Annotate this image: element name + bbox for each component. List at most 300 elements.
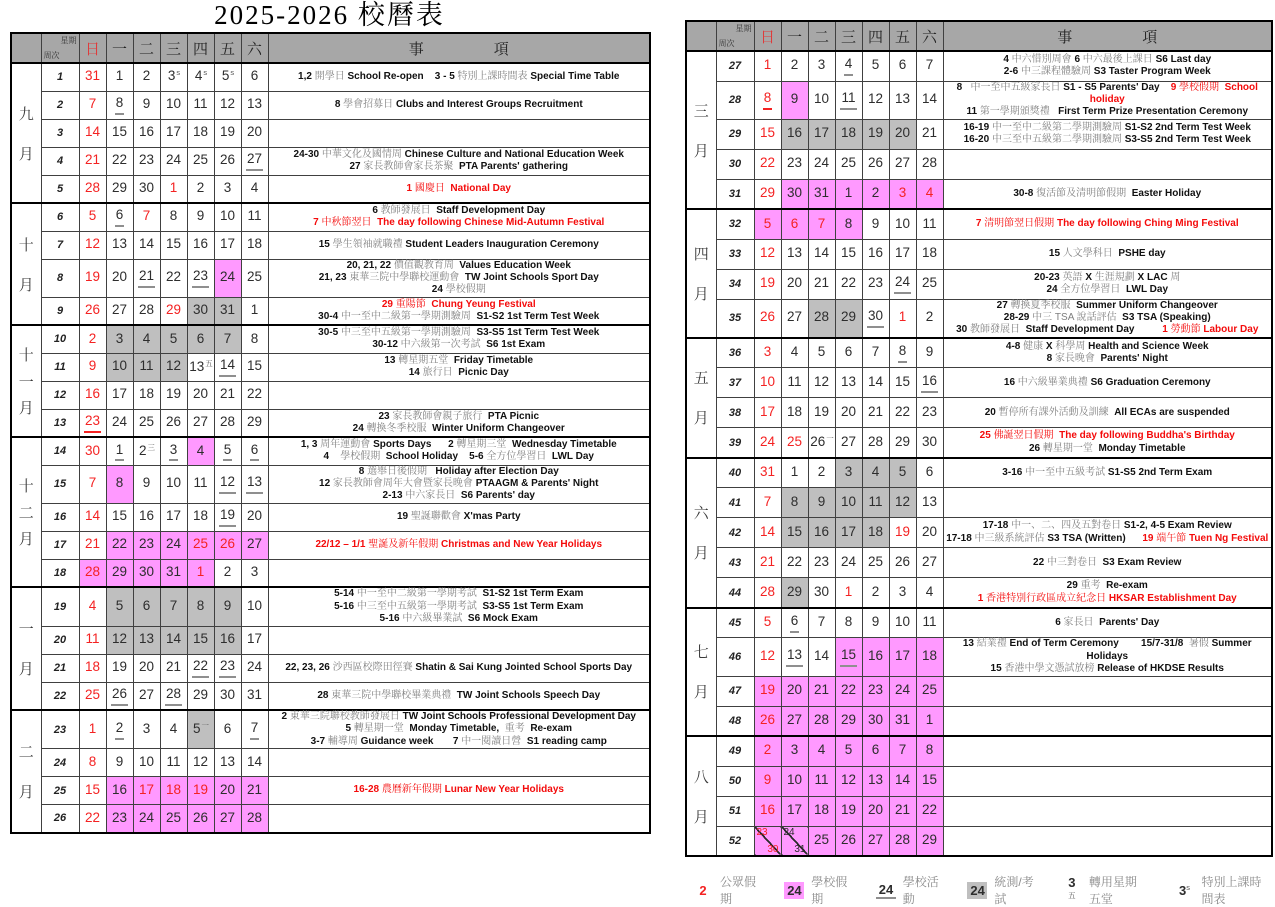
day-cell — [808, 518, 835, 548]
event-text: 8 — [358, 465, 368, 477]
week-number: 3 — [41, 119, 79, 147]
day-number: 7 — [817, 614, 826, 630]
event-line — [269, 690, 650, 702]
day-cell — [133, 777, 160, 805]
day-cell — [133, 381, 160, 409]
week-row — [11, 353, 650, 381]
day-number: 10 — [759, 373, 776, 389]
day-number: 5 — [871, 57, 880, 73]
day-number: 17 — [111, 386, 128, 402]
day-number: 22 — [840, 275, 857, 291]
day-cell — [862, 766, 889, 796]
day-number: 12 — [867, 91, 884, 107]
day-cell — [214, 749, 241, 777]
event-text: 學校假期 — [1179, 81, 1225, 93]
day-cell — [835, 458, 862, 488]
day-cell — [160, 147, 187, 175]
day-number: 19 — [813, 403, 830, 419]
month-label — [686, 338, 716, 458]
day-number: 15 — [246, 358, 263, 374]
day-number: 24 — [111, 414, 128, 429]
day-cell — [106, 203, 133, 231]
event-text: 12 — [319, 478, 333, 490]
day-cell — [214, 805, 241, 833]
day-number: 29 — [111, 179, 128, 195]
event-line — [269, 711, 650, 723]
event-text: 11 — [966, 106, 980, 118]
event-text: 重陽節 — [395, 298, 432, 310]
event-text: 28-29 — [1003, 312, 1033, 324]
day-cell — [187, 409, 214, 437]
day-number: 23 — [756, 826, 768, 838]
week-row — [686, 149, 1272, 179]
day-cell — [916, 796, 943, 826]
event-text: 2 — [281, 711, 290, 723]
day-number: 9 — [142, 475, 151, 491]
day-cell — [862, 239, 889, 269]
day-cell — [79, 203, 106, 231]
week-number: 4 — [41, 147, 79, 175]
event-text: Monday Timetable, — [409, 723, 505, 735]
event-text: 聖誕及新年假期 — [368, 539, 442, 551]
month-label — [11, 587, 41, 710]
weekday-header: 五 — [214, 33, 241, 63]
day-number: 26 — [219, 536, 236, 552]
month-label-text — [687, 493, 716, 573]
week-row — [686, 119, 1272, 149]
day-cell — [79, 503, 106, 531]
event-text: The day following Buddha's Birthday — [1059, 430, 1235, 442]
week-row — [686, 239, 1272, 269]
event-text: S6 Graduation Ceremony — [1090, 376, 1211, 388]
day-cell — [241, 381, 268, 409]
day-number: 18 — [840, 125, 857, 141]
event-text: 家長日 — [1063, 616, 1100, 628]
events-cell — [943, 398, 1272, 428]
day-number: 29 — [192, 686, 209, 702]
events-cell — [943, 149, 1272, 179]
event-line — [269, 588, 650, 600]
day-cell — [916, 458, 943, 488]
events-cell — [268, 626, 650, 654]
day-cell — [106, 119, 133, 147]
month-label-text — [12, 341, 41, 421]
day-cell — [916, 706, 943, 736]
day-cell — [889, 796, 916, 826]
day-cell — [241, 559, 268, 587]
event-text: S1-S5 2nd Term Exam — [1107, 466, 1213, 478]
day-cell — [187, 682, 214, 710]
events-cell — [943, 209, 1272, 239]
day-number: 5 — [763, 215, 772, 231]
month-label-char: 四 — [693, 246, 709, 263]
day-cell — [808, 119, 835, 149]
day-number: 31 — [759, 464, 776, 480]
day-number: 14 — [813, 245, 830, 261]
events-header-text — [944, 26, 1272, 47]
week-row — [686, 826, 1272, 856]
event-line — [269, 327, 650, 339]
event-text: 17-18 — [946, 532, 975, 544]
day-cell — [754, 826, 781, 856]
day-cell — [754, 269, 781, 299]
week-row — [11, 465, 650, 503]
event-text: S6 1st Exam — [486, 339, 546, 351]
day-number: 17 — [138, 781, 155, 797]
event-text: 16-28 — [353, 784, 382, 796]
day-number: 20 — [867, 802, 884, 818]
day-cell — [862, 299, 889, 338]
week-row — [686, 548, 1272, 578]
event-line — [944, 300, 1272, 312]
day-number: 1 — [88, 720, 97, 736]
day-number: 24 — [165, 536, 182, 552]
day-cell — [862, 736, 889, 766]
event-text: 2-13 — [382, 490, 406, 502]
month-label-char: 月 — [18, 400, 34, 418]
day-cell — [160, 325, 187, 353]
event-text: 20 — [984, 406, 999, 418]
day-cell — [187, 531, 214, 559]
event-text: National Day — [450, 182, 511, 194]
weekday-header: 一 — [781, 21, 808, 51]
day-number: 28 — [84, 564, 101, 580]
day-number: 6 — [196, 330, 205, 346]
event-text: 30-8 — [1013, 187, 1037, 199]
day-cell — [106, 231, 133, 259]
day-cell — [808, 676, 835, 706]
week-number: 26 — [41, 805, 79, 833]
day-cell — [241, 805, 268, 833]
event-text: 4-8 — [1005, 340, 1024, 352]
day-cell — [106, 409, 133, 437]
day-number: 16 — [192, 236, 209, 252]
week-number: 35 — [716, 299, 754, 338]
day-number: 11 — [193, 475, 208, 491]
day-number: 21 — [921, 125, 938, 141]
day-number: 13 — [246, 96, 263, 112]
day-cell — [79, 626, 106, 654]
day-cell — [862, 488, 889, 518]
day-number: 2 — [925, 309, 934, 325]
day-cell — [781, 428, 808, 458]
day-cell — [106, 710, 133, 749]
day-cell — [187, 626, 214, 654]
day-cell — [79, 175, 106, 203]
day-cell — [160, 626, 187, 654]
day-number: 25 — [921, 682, 938, 698]
day-cell — [916, 736, 943, 766]
day-number: 22 — [192, 658, 209, 678]
day-cell — [106, 749, 133, 777]
day-number: 14 — [759, 523, 776, 539]
day-number: 1 — [925, 711, 934, 727]
events-cell — [268, 710, 650, 749]
day-cell — [835, 578, 862, 608]
day-number: 12 — [111, 631, 128, 647]
day-cell — [916, 338, 943, 368]
event-text: 清明節翌日假期 — [984, 218, 1057, 230]
event-line — [269, 723, 650, 735]
weekday-header: 一 — [106, 33, 133, 63]
week-row — [686, 209, 1272, 239]
event-text: 27 — [349, 161, 364, 172]
left-column — [10, 0, 649, 907]
events-cell — [268, 175, 650, 203]
events-cell — [268, 437, 650, 465]
day-cell — [835, 239, 862, 269]
day-cell — [754, 638, 781, 676]
week-number: 37 — [716, 368, 754, 398]
day-cell — [916, 81, 943, 119]
day-cell — [79, 559, 106, 587]
weekday-header: 日 — [754, 21, 781, 51]
event-text: End of Term Ceremony 15/7-31/8 — [1009, 638, 1189, 650]
week-row — [11, 409, 650, 437]
event-line — [944, 663, 1272, 675]
event-line — [269, 784, 650, 796]
day-cell — [781, 179, 808, 209]
week-number: 24 — [41, 749, 79, 777]
day-cell — [241, 654, 268, 682]
week-number: 11 — [41, 353, 79, 381]
event-text: Holiday after Election Day — [435, 465, 559, 477]
day-number: 26 — [894, 553, 911, 569]
day-number: 3 — [223, 179, 232, 195]
day-number: 9 — [88, 358, 97, 374]
event-text: First Term Prize Presentation Ceremony — [1058, 106, 1249, 118]
day-cell — [889, 209, 916, 239]
day-number: 11 — [922, 215, 937, 231]
day-cell — [214, 710, 241, 749]
day-cell — [808, 338, 835, 368]
event-text: 22 — [1033, 556, 1047, 568]
day-cell — [754, 518, 781, 548]
week-row — [11, 805, 650, 833]
event-text: 國慶日 — [414, 182, 451, 194]
event-text: 5-14 — [334, 588, 357, 600]
event-text: 29 — [1066, 580, 1081, 592]
event-text: 16-20 — [963, 134, 992, 146]
day-number: 18 — [246, 236, 263, 252]
event-text: 29 — [381, 298, 396, 310]
day-cell — [916, 676, 943, 706]
day-cell — [160, 437, 187, 465]
event-text: 全方位學習日 — [486, 451, 552, 463]
week-row — [686, 368, 1272, 398]
day-number: 4 — [790, 344, 799, 360]
day-number: 5 — [192, 721, 201, 737]
day-cell — [754, 578, 781, 608]
day-cell — [808, 398, 835, 428]
day-number: 23 — [813, 553, 830, 569]
day-number: 31 — [246, 686, 263, 702]
week-number: 5 — [41, 175, 79, 203]
day-number: 26 — [111, 686, 128, 706]
day-cell — [754, 81, 781, 119]
event-text: Chinese Culture and National Education Week — [404, 148, 624, 160]
day-cell — [781, 458, 808, 488]
week-row — [686, 51, 1272, 81]
event-text: Labour Day — [1203, 324, 1259, 336]
event-text: 轉星期三堂 — [456, 439, 512, 451]
week-number: 18 — [41, 559, 79, 587]
week-number: 6 — [41, 203, 79, 231]
event-text: 中一至中二級第二學期測驗周 — [991, 121, 1125, 133]
day-number: 11 — [787, 373, 802, 389]
day-number: 17 — [246, 631, 263, 647]
day-number: 15 — [192, 631, 209, 647]
timetable-superscript: 一 — [201, 721, 209, 731]
events-cell — [943, 239, 1272, 269]
day-cell — [160, 91, 187, 119]
event-text: 7 — [975, 218, 985, 230]
day-cell — [889, 766, 916, 796]
day-cell — [835, 488, 862, 518]
day-number: 18 — [813, 802, 830, 818]
event-text: 轉換冬季校服 — [366, 422, 433, 434]
day-cell — [106, 437, 133, 465]
day-number: 1 — [898, 309, 907, 325]
month-label-char: 十 — [18, 347, 34, 364]
day-cell — [187, 654, 214, 682]
month-label — [686, 608, 716, 736]
event-line — [944, 122, 1272, 134]
event-text: 24 — [431, 284, 446, 296]
day-number: 6 — [898, 57, 907, 73]
event-text: 8 — [1046, 353, 1055, 365]
events-cell — [268, 353, 650, 381]
day-number: 17 — [165, 124, 182, 140]
event-line — [944, 54, 1272, 66]
day-number: 5 — [88, 208, 97, 224]
day-cell — [808, 766, 835, 796]
event-text: S3-S5 1st Term Test Week — [476, 327, 600, 339]
day-number: 9 — [115, 753, 124, 769]
event-line — [944, 312, 1272, 324]
month-label — [686, 736, 716, 856]
day-cell — [133, 409, 160, 437]
event-line — [269, 260, 650, 272]
week-row — [686, 398, 1272, 428]
day-number: 21 — [894, 802, 911, 818]
day-number: 22 — [921, 802, 938, 818]
day-cell — [916, 269, 943, 299]
day-number: 28 — [138, 302, 155, 317]
event-text: 中一至中五級考試 — [1025, 466, 1108, 478]
events-header-right: 項 — [1142, 28, 1158, 46]
events-cell — [268, 749, 650, 777]
day-number: 10 — [894, 215, 911, 231]
event-text: 14 — [408, 367, 423, 379]
event-text: Student Leaders Inauguration Ceremony — [405, 238, 599, 250]
day-cell — [754, 209, 781, 239]
week-number: 47 — [716, 676, 754, 706]
week-row — [686, 518, 1272, 548]
day-number: 20 — [840, 403, 857, 419]
day-number: 29 — [165, 302, 182, 317]
day-number: 3 — [898, 583, 907, 599]
month-label — [686, 209, 716, 338]
day-cell — [754, 548, 781, 578]
week-row — [11, 626, 650, 654]
events-cell — [943, 578, 1272, 608]
event-text: 旅行日 — [422, 367, 459, 379]
day-cell — [889, 736, 916, 766]
event-text: Picnic Day — [458, 367, 509, 379]
events-cell — [943, 736, 1272, 766]
day-number: 19 — [759, 682, 776, 698]
day-cell — [214, 325, 241, 353]
week-number: 34 — [716, 269, 754, 299]
day-cell — [79, 231, 106, 259]
corner-label-weekday: 星期 — [60, 36, 77, 45]
day-cell — [133, 63, 160, 91]
day-number: 15 — [921, 772, 938, 788]
day-number: 24 — [246, 659, 263, 675]
event-line — [269, 539, 650, 551]
event-text: PTA Parents' gathering — [458, 161, 569, 172]
week-number: 40 — [716, 458, 754, 488]
day-number: 22 — [111, 152, 128, 168]
week-number: 32 — [716, 209, 754, 239]
day-cell — [214, 119, 241, 147]
event-text: 27 — [996, 299, 1011, 311]
day-number: 3 — [817, 57, 826, 73]
event-line — [269, 311, 650, 323]
day-cell — [916, 119, 943, 149]
week-row — [686, 736, 1272, 766]
day-cell — [133, 626, 160, 654]
legend — [685, 873, 1271, 907]
day-number: 15 — [894, 373, 911, 389]
event-text: 學會招募日 — [343, 98, 396, 110]
week-row — [11, 587, 650, 626]
events-cell — [268, 63, 650, 91]
event-text: X LAC — [1137, 271, 1171, 283]
event-text: 重考 — [1080, 580, 1107, 592]
day-cell — [214, 437, 241, 465]
day-cell — [79, 147, 106, 175]
day-cell — [214, 231, 241, 259]
day-number: 10 — [786, 772, 803, 788]
day-number: 24 — [219, 269, 236, 285]
day-number: 16 — [867, 245, 884, 261]
day-number: 11 — [139, 358, 154, 374]
timetable-superscript: 三 — [147, 443, 155, 452]
day-cell — [781, 269, 808, 299]
week-row — [686, 269, 1272, 299]
event-text: 1,2 — [298, 71, 315, 83]
day-number: 25 — [840, 155, 857, 171]
event-line — [944, 188, 1272, 200]
event-text: 1, 3 — [300, 439, 321, 451]
day-number: 25 — [192, 152, 209, 168]
day-cell — [862, 81, 889, 119]
day-cell — [754, 119, 781, 149]
day-cell — [781, 488, 808, 518]
day-number: 16 — [921, 373, 938, 393]
week-row — [11, 175, 650, 203]
day-number: 5 — [221, 68, 230, 84]
day-number: 24 — [165, 152, 182, 168]
day-number: 12 — [813, 373, 830, 389]
day-number: 8 — [790, 493, 799, 509]
day-cell — [916, 766, 943, 796]
day-cell — [781, 338, 808, 368]
event-text: 1 — [406, 182, 415, 194]
event-text: Lunar New Year Holidays — [444, 784, 564, 796]
